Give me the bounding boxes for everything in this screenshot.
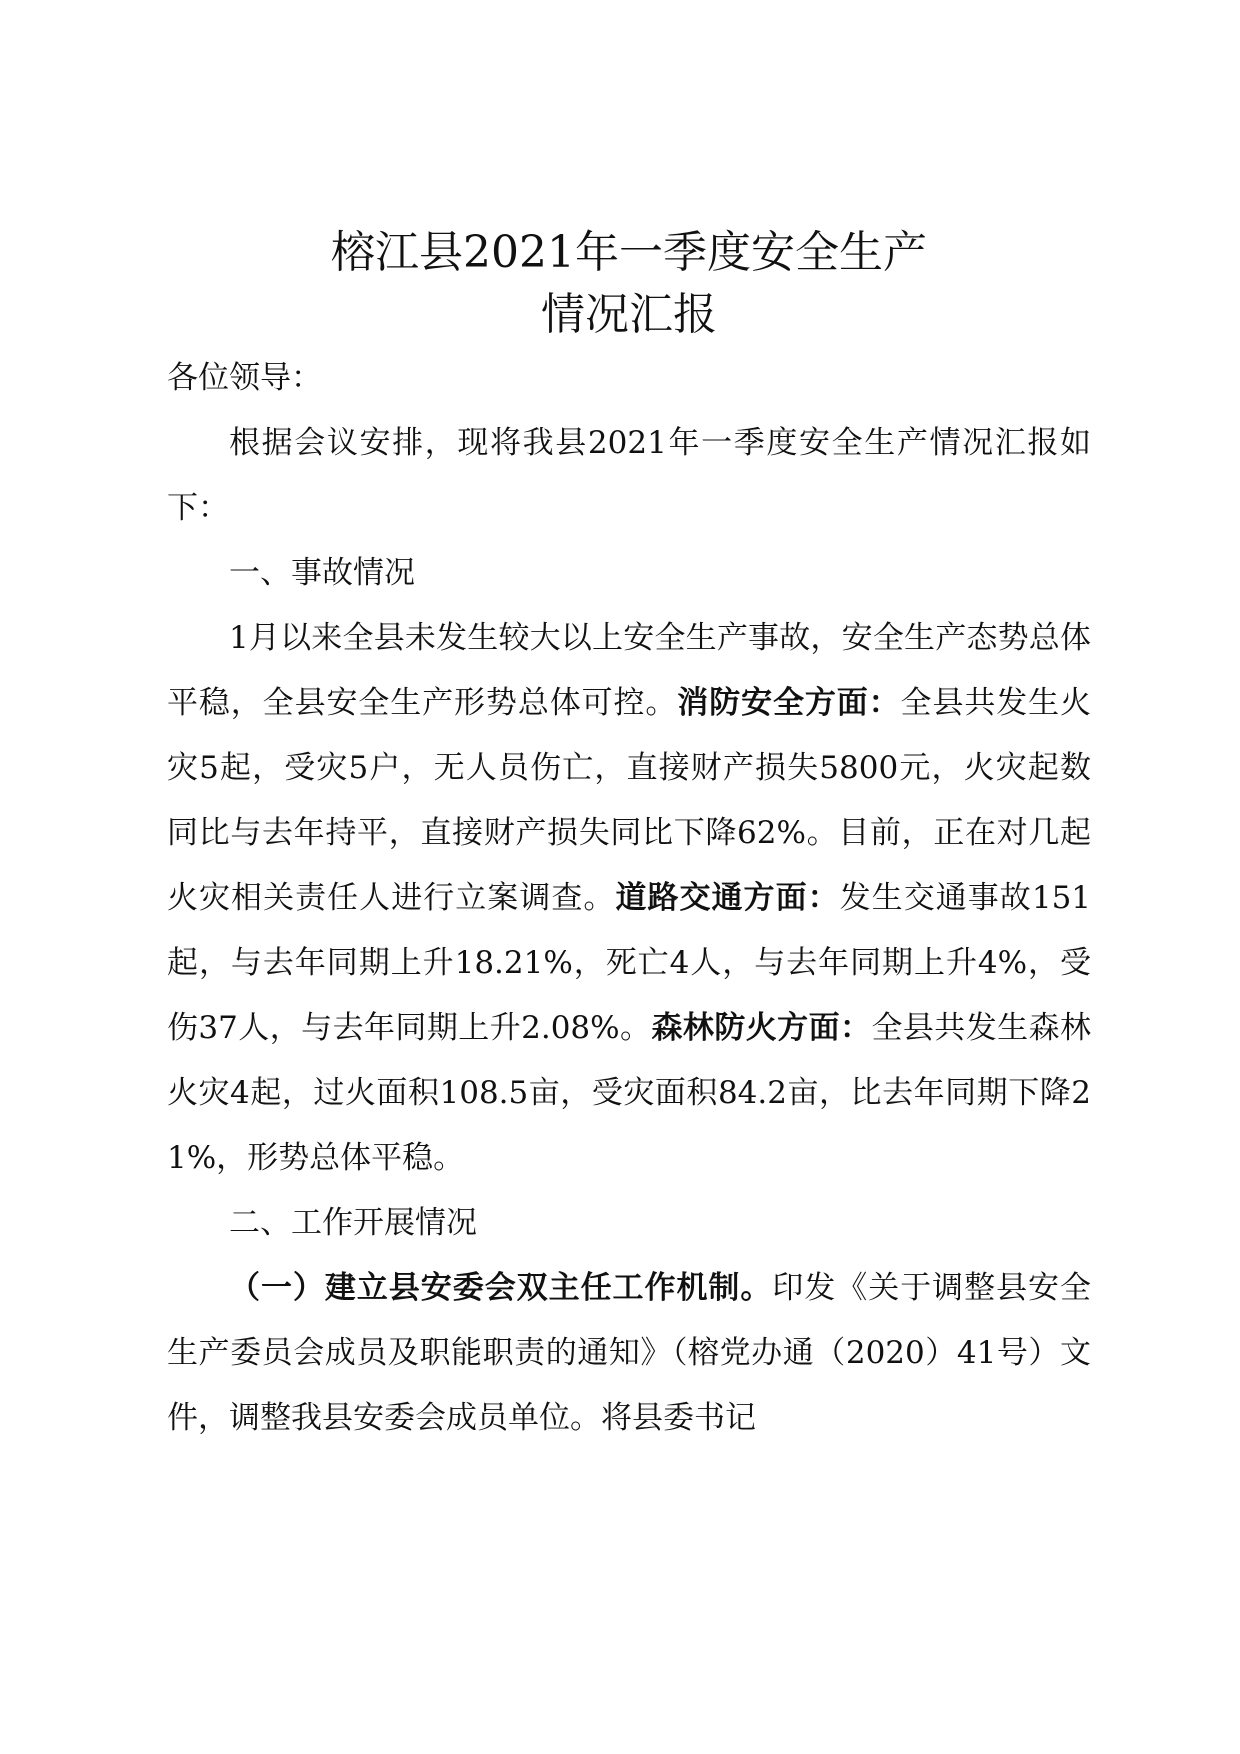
forest-fire-label: 森林防火方面： — [651, 1010, 872, 1046]
accident-lead: 1月以来全县未发生较大以上安全生产事故，安全生产态势总体平稳，全县安全生产形势总体可控。 — [167, 620, 1091, 721]
fire-safety-label: 消防安全方面： — [677, 685, 901, 721]
forest-fire-text: 全县共发生森林火灾4起，过火面积108.5亩，受灾面积84.2亩，比去年同期下降21%，形势总体平稳。 — [167, 1010, 1092, 1176]
fire-safety-text: 全县共发生火灾5起，受灾5户，无人员伤亡，直接财产损失5800元，火灾起数同比与去年持平，直接财产损失同比下降62%。目前，正在对几起火灾相关责任人进行立案调查。 — [167, 685, 1092, 916]
title-line-2: 情况汇报 — [541, 289, 717, 340]
work-item-1-text: 印发《关于调整县安全生产委员会成员及职能职责的通知》（榕党办通（2020）41号）文件，调整我县安委会成员单位。将县委书记 — [167, 1270, 1092, 1436]
section-2-heading: 二、工作开展情况 — [229, 1205, 477, 1241]
document-title — [167, 222, 1091, 346]
work-item-1-paragraph — [167, 1256, 1091, 1451]
title-line-1: 榕江县2021年一季度安全生产 — [331, 227, 927, 278]
salutation: 各位领导： — [167, 360, 322, 396]
section-1-heading: 一、事故情况 — [229, 555, 415, 591]
intro-paragraph: 根据会议安排，现将我县2021年一季度安全生产情况汇报如下： — [167, 425, 1091, 526]
work-item-1-label: （一）建立县安委会双主任工作机制。 — [229, 1270, 773, 1306]
road-traffic-text: 发生交通事故151起，与去年同期上升18.21%，死亡4人，与去年同期上升4%，受伤37人，与去年同期上升2.08%。 — [167, 880, 1092, 1046]
document-page — [167, 222, 1091, 1451]
accident-paragraph — [167, 606, 1091, 1191]
road-traffic-label: 道路交通方面： — [615, 880, 840, 916]
